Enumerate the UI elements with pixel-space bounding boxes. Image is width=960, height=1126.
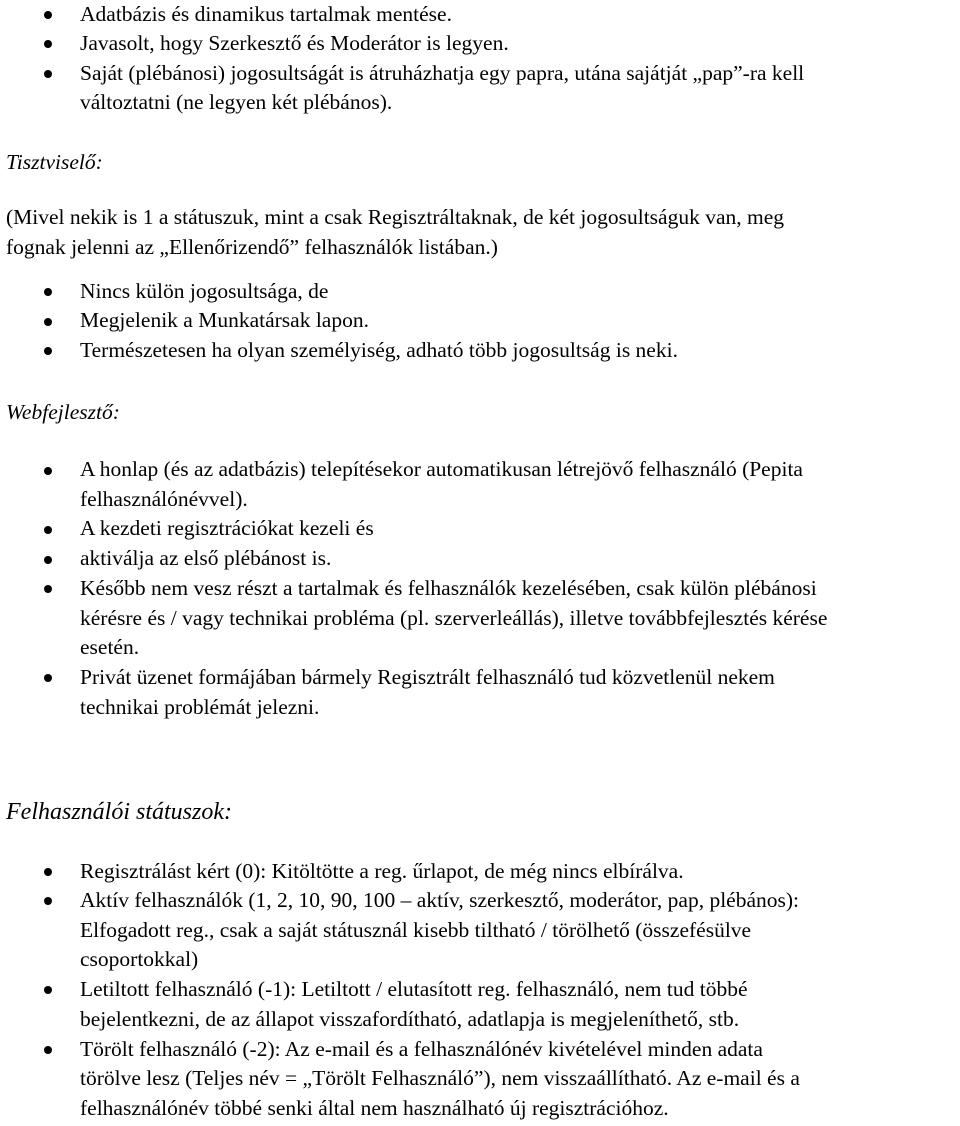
bullet-dot xyxy=(44,674,52,682)
list-item: Megjelenik a Munkatársak lapon. xyxy=(80,308,369,332)
list-item-continuation: Elfogadott reg., csak a saját státusznál kisebb tiltható / törölhető (összefésülve xyxy=(80,918,752,942)
list-item-continuation: csoportokkal) xyxy=(80,947,199,971)
bullet-dot xyxy=(44,1046,52,1054)
bullet-dot xyxy=(44,70,52,78)
bullet-dot xyxy=(44,467,52,475)
list-item: A kezdeti regisztrációkat kezeli és xyxy=(80,516,374,540)
note-text: (Mivel nekik is 1 a státuszuk, mint a csak Regisztráltaknak, de két jogosultságuk van, meg xyxy=(6,205,785,229)
bullet-dot xyxy=(44,347,52,355)
list-item: Nincs külön jogosultsága, de xyxy=(80,279,329,303)
section-heading-webfejleszto: Webfejlesztő: xyxy=(6,400,120,424)
bullet-dot xyxy=(44,556,52,564)
note-text: fognak jelenni az „Ellenőrizendő” felhasználók listában.) xyxy=(6,235,498,259)
bullet-dot xyxy=(44,288,52,296)
list-item-continuation: felhasználónévvel). xyxy=(80,487,248,511)
list-item: Saját (plébánosi) jogosultságát is átruházhatja egy papra, utána sajátját „pap”-ra kell xyxy=(80,61,805,85)
list-item: Később nem vesz részt a tartalmak és felhasználók kezelésében, csak külön plébánosi xyxy=(80,576,817,600)
list-item: Privát üzenet formájában bármely Regisztrált felhasználó tud közvetlenül nekem xyxy=(80,665,775,689)
bullet-dot xyxy=(44,897,52,905)
bullet-dot xyxy=(44,40,52,48)
bullet-dot xyxy=(44,986,52,994)
list-item: aktiválja az első plébánost is. xyxy=(80,546,332,570)
list-item-continuation: esetén. xyxy=(80,635,140,659)
list-item: Adatbázis és dinamikus tartalmak mentése. xyxy=(80,2,452,26)
bullet-dot xyxy=(44,868,52,876)
list-item: Aktív felhasználók (1, 2, 10, 90, 100 – aktív, szerkesztő, moderátor, pap, plébános): xyxy=(80,888,800,912)
list-item: Letiltott felhasználó (-1): Letiltott / elutasított reg. felhasználó, nem tud többé xyxy=(80,977,748,1001)
list-item: A honlap (és az adatbázis) telepítésekor automatikusan létrejövő felhasználó (Pepita xyxy=(80,457,803,481)
bullet-dot xyxy=(44,585,52,593)
list-item: Regisztrálást kért (0): Kitöltötte a reg. űrlapot, de még nincs elbírálva. xyxy=(80,859,684,883)
list-item: Javasolt, hogy Szerkesztő és Moderátor is legyen. xyxy=(80,31,509,55)
bullet-dot xyxy=(44,318,52,326)
list-item-continuation: változtatni (ne legyen két plébános). xyxy=(80,90,393,114)
list-item-continuation: technikai problémát jelezni. xyxy=(80,695,320,719)
list-item: Természetesen ha olyan személyiség, adható több jogosultság is neki. xyxy=(80,338,678,362)
section-heading-statuszok: Felhasználói státuszok: xyxy=(6,799,232,825)
bullet-dot xyxy=(44,11,52,19)
list-item-continuation: törölve lesz (Teljes név = „Törölt Felhasználó”), nem visszaállítható. Az e-mail és a xyxy=(80,1066,800,1090)
list-item-continuation: bejelentkezni, de az állapot visszafordítható, adatlapja is megjeleníthető, stb. xyxy=(80,1007,740,1031)
list-item-continuation: felhasználónév többé senki által nem használható új regisztrációhoz. xyxy=(80,1096,669,1120)
list-item-continuation: kérésre és / vagy technikai probléma (pl. szerverleállás), illetve továbbfejlesztés kérése xyxy=(80,606,828,630)
section-heading-tisztviselo: Tisztviselő: xyxy=(6,150,103,174)
bullet-dot xyxy=(44,526,52,534)
list-item: Törölt felhasználó (-2): Az e-mail és a felhasználónév kivételével minden adata xyxy=(80,1037,763,1061)
